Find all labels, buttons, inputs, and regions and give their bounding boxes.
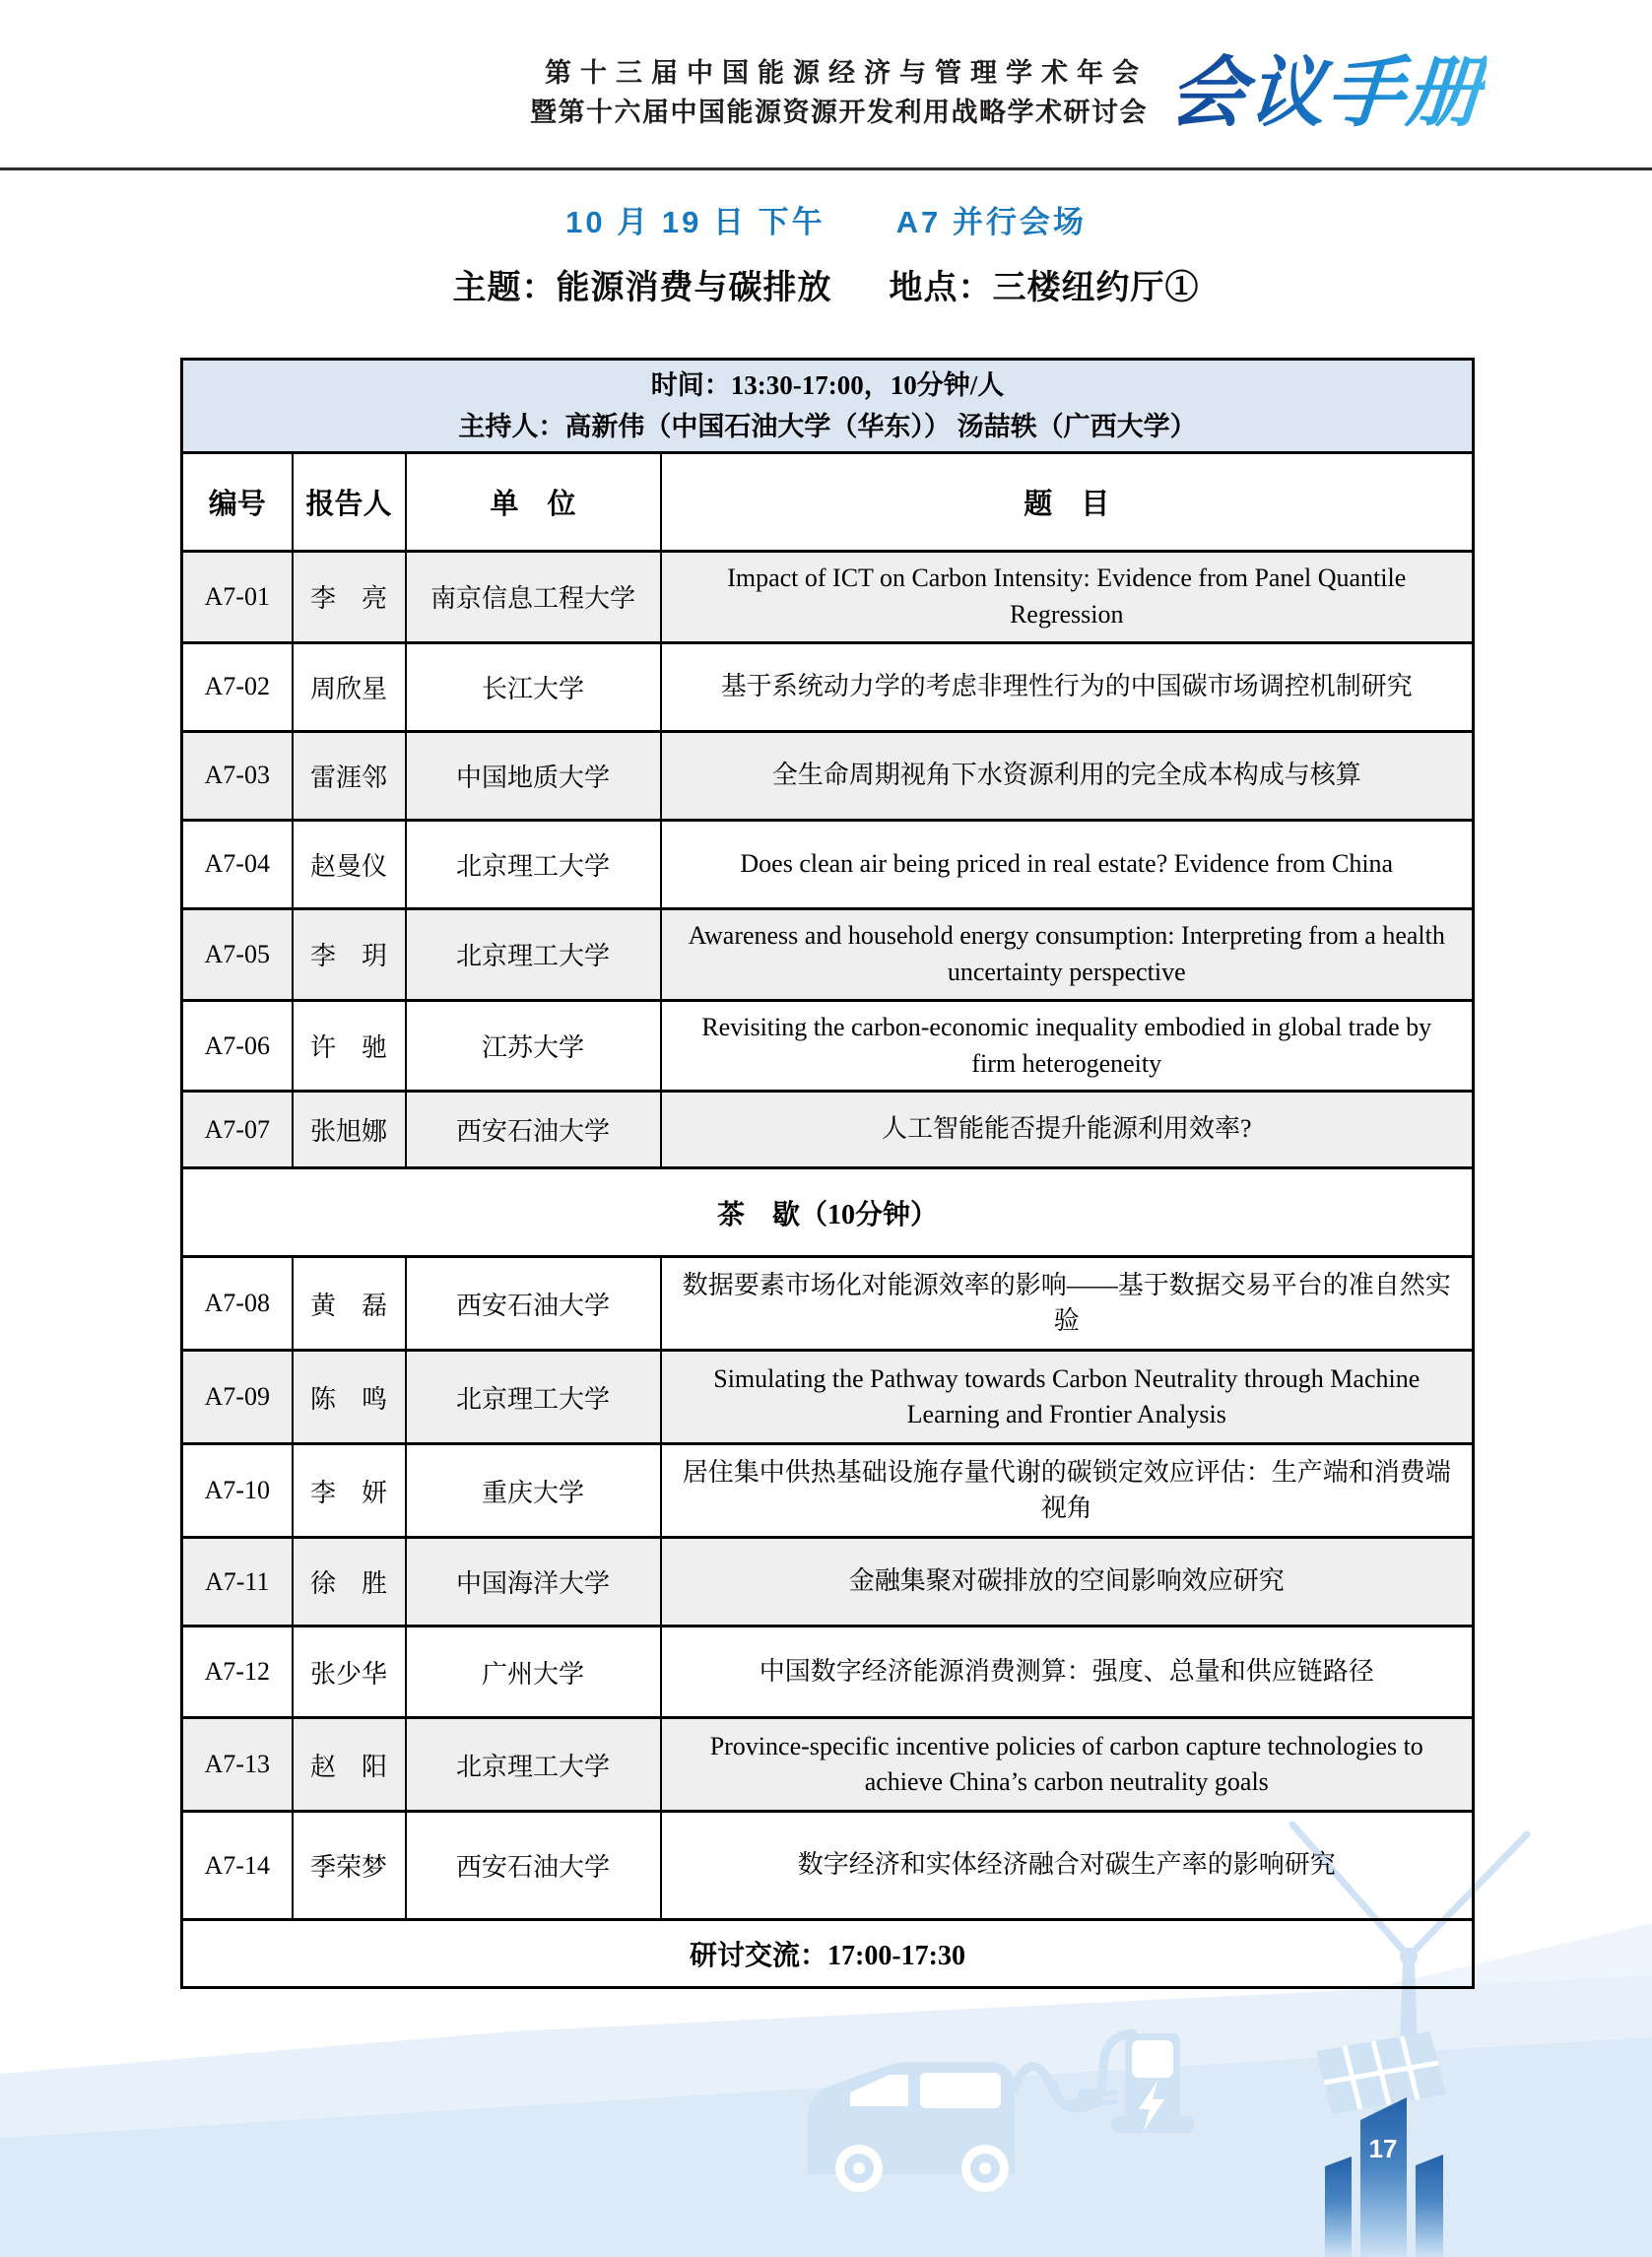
row-title: Awareness and household energy consumption: Interpreting from a health uncertainty perspective [661, 908, 1474, 1000]
conference-title-line1: 第十三届中国能源经济与管理学术年会 [544, 58, 1148, 88]
col-header-speaker: 报告人 [293, 453, 406, 552]
row-speaker: 黄 磊 [293, 1257, 406, 1351]
table-row [182, 1718, 1474, 1812]
table-row [182, 1444, 1474, 1538]
row-title: 居住集中供热基础设施存量代谢的碳锁定效应评估：生产端和消费端视角 [661, 1444, 1474, 1538]
conference-title-line2: 暨第十六届中国能源资源开发利用战略学术研讨会 [529, 98, 1148, 127]
row-affiliation: 长江大学 [406, 642, 661, 731]
tea-break-label: 茶 歇（10分钟） [182, 1168, 1474, 1257]
page-number: 17 [1368, 2134, 1398, 2163]
table-row [182, 1812, 1474, 1920]
row-id: A7-12 [182, 1626, 293, 1718]
van-wheel-icon [835, 2145, 883, 2192]
van-wheel-icon [961, 2145, 1009, 2192]
row-affiliation: 西安石油大学 [406, 1092, 661, 1168]
page-header [529, 49, 1488, 136]
row-speaker: 徐 胜 [293, 1538, 406, 1626]
session-location: 地点：三楼纽约厅① [889, 269, 1200, 306]
row-title: Revisiting the carbon-economic inequality embodied in global trade by firm heterogeneity [661, 1000, 1474, 1092]
table-row [182, 1538, 1474, 1626]
row-affiliation: 西安石油大学 [406, 1257, 661, 1351]
row-id: A7-03 [182, 731, 293, 820]
row-affiliation: 重庆大学 [406, 1444, 661, 1538]
row-speaker: 李 妍 [293, 1444, 406, 1538]
row-id: A7-02 [182, 642, 293, 731]
row-affiliation: 中国海洋大学 [406, 1538, 661, 1626]
row-id: A7-05 [182, 908, 293, 1000]
row-speaker: 陈 鸣 [293, 1351, 406, 1444]
row-id: A7-13 [182, 1718, 293, 1812]
table-info-band [182, 360, 1474, 453]
tea-break-row [182, 1168, 1474, 1257]
row-id: A7-01 [182, 552, 293, 643]
table-row [182, 731, 1474, 820]
handbook-logo: 会议手册 [1165, 49, 1488, 136]
host-line: 主持人：高新伟（中国石油大学（华东）） 汤喆轶（广西大学） [458, 412, 1197, 441]
row-affiliation: 中国地质大学 [406, 731, 661, 820]
col-header-affiliation: 单 位 [406, 453, 661, 552]
row-id: A7-06 [182, 1000, 293, 1092]
row-id: A7-07 [182, 1092, 293, 1168]
session-venue: A7 并行会场 [895, 205, 1087, 239]
row-affiliation: 江苏大学 [406, 1000, 661, 1092]
col-header-title: 题 目 [661, 453, 1474, 552]
table-row [182, 908, 1474, 1000]
header-divider [0, 167, 1652, 170]
closing-label: 研讨交流：17:00-17:30 [182, 1920, 1474, 1988]
row-speaker: 张少华 [293, 1626, 406, 1718]
row-affiliation: 广州大学 [406, 1626, 661, 1718]
row-speaker: 李 玥 [293, 908, 406, 1000]
conference-title [530, 53, 1148, 132]
row-title: 数字经济和实体经济融合对碳生产率的影响研究 [661, 1812, 1474, 1920]
row-title: 基于系统动力学的考虑非理性行为的中国碳市场调控机制研究 [661, 642, 1474, 731]
session-date: 10 月 19 日 下午 [565, 205, 826, 239]
row-speaker: 赵 阳 [293, 1718, 406, 1812]
col-header-id: 编号 [182, 453, 293, 552]
table-row [182, 1000, 1474, 1092]
row-speaker: 李 亮 [293, 552, 406, 643]
row-speaker: 许 驰 [293, 1000, 406, 1092]
row-speaker: 张旭娜 [293, 1092, 406, 1168]
row-id: A7-14 [182, 1812, 293, 1920]
table-header-row [182, 453, 1474, 552]
row-id: A7-09 [182, 1351, 293, 1444]
schedule-table [180, 358, 1475, 1989]
table-row [182, 820, 1474, 908]
row-id: A7-11 [182, 1538, 293, 1626]
row-speaker: 季荣梦 [293, 1812, 406, 1920]
table-row [182, 1092, 1474, 1168]
session-heading [0, 197, 1652, 241]
row-title: Simulating the Pathway towards Carbon Neutrality through Machine Learning and Frontier Analysis [661, 1351, 1474, 1444]
row-speaker: 雷涯邻 [293, 731, 406, 820]
row-speaker: 赵曼仪 [293, 820, 406, 908]
closing-row [182, 1920, 1474, 1988]
row-affiliation: 北京理工大学 [406, 1718, 661, 1812]
row-title: Does clean air being priced in real estate? Evidence from China [661, 820, 1474, 908]
table-row [182, 1626, 1474, 1718]
table-row [182, 552, 1474, 643]
row-affiliation: 北京理工大学 [406, 820, 661, 908]
row-speaker: 周欣星 [293, 642, 406, 731]
row-affiliation: 北京理工大学 [406, 908, 661, 1000]
row-id: A7-04 [182, 820, 293, 908]
row-title: Province-specific incentive policies of carbon capture technologies to achieve China’s carbon neutrality goals [661, 1718, 1474, 1812]
row-title: 数据要素市场化对能源效率的影响——基于数据交易平台的准自然实验 [661, 1257, 1474, 1351]
time-line: 时间：13:30-17:00，10分钟/人 [650, 370, 1005, 400]
row-title: 中国数字经济能源消费测算：强度、总量和供应链路径 [661, 1626, 1474, 1718]
row-affiliation: 西安石油大学 [406, 1812, 661, 1920]
table-row [182, 642, 1474, 731]
row-title: 全生命周期视角下水资源利用的完全成本构成与核算 [661, 731, 1474, 820]
table-row [182, 1257, 1474, 1351]
topic-heading [0, 260, 1652, 308]
row-affiliation: 南京信息工程大学 [406, 552, 661, 643]
row-id: A7-10 [182, 1444, 293, 1538]
row-title: 人工智能能否提升能源利用效率? [661, 1092, 1474, 1168]
session-topic: 主题：能源消费与碳排放 [452, 269, 832, 306]
row-id: A7-08 [182, 1257, 293, 1351]
row-affiliation: 北京理工大学 [406, 1351, 661, 1444]
row-title: Impact of ICT on Carbon Intensity: Evidence from Panel Quantile Regression [661, 552, 1474, 643]
row-title: 金融集聚对碳排放的空间影响效应研究 [661, 1538, 1474, 1626]
table-row [182, 1351, 1474, 1444]
